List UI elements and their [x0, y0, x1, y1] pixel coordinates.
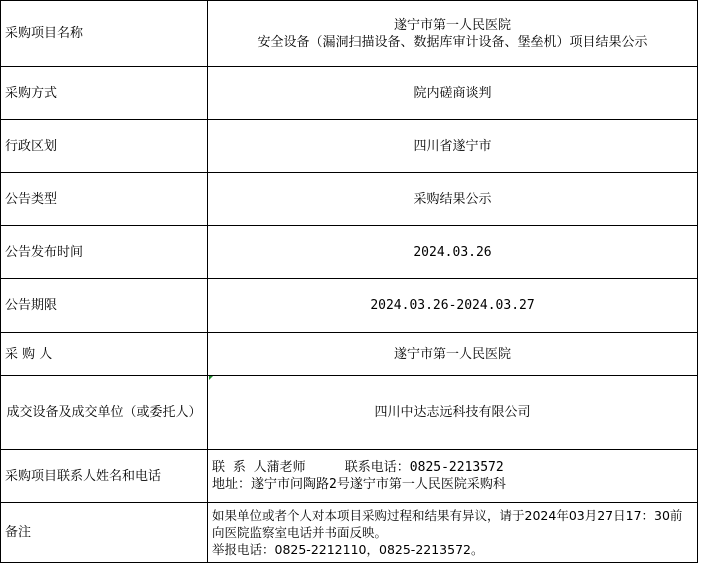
project-title: 安全设备（漏洞扫描设备、数据库审计设备、堡垒机）项目结果公示: [257, 34, 648, 50]
row-publish-time: [1, 226, 698, 279]
row-procurement-method: [1, 67, 698, 120]
label-winning-bidder: 成交设备及成交单位（或委托人）: [1, 376, 208, 450]
label-publish-time: 公告发布时间: [1, 226, 208, 279]
value-admin-region: 四川省遂宁市: [208, 120, 698, 173]
label-notice-type: 公告类型: [1, 173, 208, 226]
value-project-name: [208, 1, 698, 67]
label-notice-period: 公告期限: [1, 279, 208, 333]
value-procurement-method: 院内磋商谈判: [208, 67, 698, 120]
value-purchaser: 遂宁市第一人民医院: [208, 333, 698, 376]
remarks-objection-note: 如果单位或者个人对本项目采购过程和结果有异议，请于2024年03月27日17：30前向医院监察室电话并书面反映。: [212, 508, 683, 540]
row-notice-type: [1, 173, 698, 226]
value-notice-period: 2024.03.26-2024.03.27: [208, 279, 698, 333]
value-notice-type: 采购结果公示: [208, 173, 698, 226]
label-contact: 采购项目联系人姓名和电话: [1, 450, 208, 503]
row-project-name: [1, 1, 698, 67]
contact-address: 地址：遂宁市问陶路2号遂宁市第一人民医院采购科: [212, 477, 506, 492]
label-remarks: 备注: [1, 503, 208, 563]
label-procurement-method: 采购方式: [1, 67, 208, 120]
value-remarks: [208, 503, 698, 563]
row-remarks: [1, 503, 698, 563]
cell-comment-marker: [209, 376, 213, 380]
row-contact: [1, 450, 698, 503]
row-admin-region: [1, 120, 698, 173]
project-hospital-name: 遂宁市第一人民医院: [393, 17, 511, 33]
label-purchaser: 采 购 人: [1, 333, 208, 376]
row-purchaser: [1, 333, 698, 376]
value-winning-bidder: 四川中达志远科技有限公司: [208, 376, 698, 450]
label-admin-region: 行政区划: [1, 120, 208, 173]
row-notice-period: [1, 279, 698, 333]
label-project-name: 采购项目名称: [1, 1, 208, 67]
contact-person-phone: 联 系 人蒲老师 联系电话：0825-2213572: [212, 460, 504, 475]
remarks-report-phone: 举报电话：0825-2212110，0825-2213572。: [212, 542, 484, 557]
value-publish-time: 2024.03.26: [208, 226, 698, 279]
value-contact: [208, 450, 698, 503]
row-winning-bidder: [1, 376, 698, 450]
